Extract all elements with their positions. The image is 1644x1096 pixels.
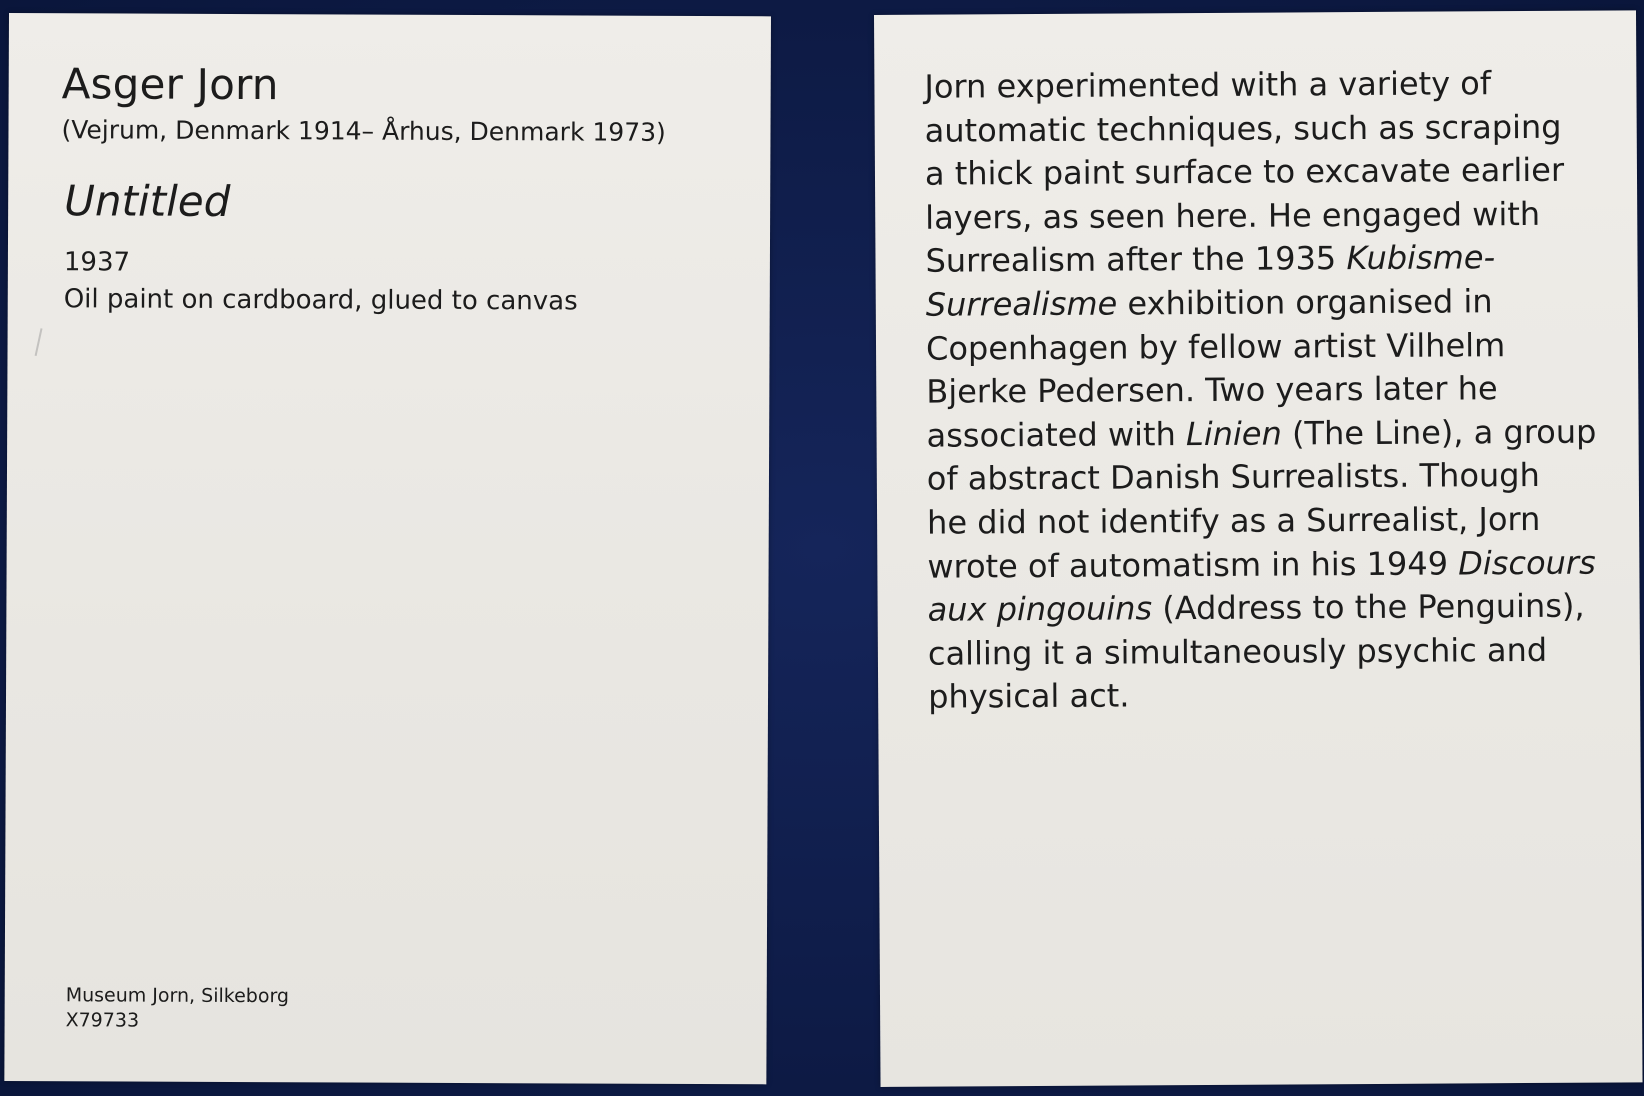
interpretive-text-card (874, 10, 1643, 1087)
text-run: layers, as seen here. He engaged with (925, 194, 1541, 237)
text-run: automatic techniques, such as scraping (924, 107, 1562, 150)
paragraph-line (927, 541, 1596, 589)
artwork-year: 1937 (63, 247, 131, 278)
text-run: calling it a simultaneously psychic and (927, 630, 1548, 673)
text-run: he did not identify as a Surrealist, Jorn (926, 499, 1541, 542)
text-run: Bjerke Pedersen. Two years later he (926, 369, 1498, 411)
italic-title-run: aux pingouins (927, 589, 1153, 629)
italic-title-run: Discours (1458, 543, 1596, 582)
text-run: physical act. (928, 676, 1130, 716)
text-run: exhibition organised in (1117, 282, 1493, 323)
paragraph-line (926, 367, 1586, 415)
card-scratch-mark (35, 328, 43, 356)
artwork-medium: Oil paint on cardboard, glued to canvas (63, 284, 578, 317)
paragraph-line (928, 585, 1588, 633)
text-run: (Address to the Penguins), (1152, 586, 1585, 628)
artist-name: Asger Jorn (61, 59, 279, 110)
italic-title-run: Surrealisme (925, 284, 1118, 324)
interpretive-paragraph (924, 62, 1597, 720)
paragraph-line (924, 62, 1584, 110)
text-run: (The Line), a group (1281, 412, 1597, 453)
paragraph-line (928, 672, 1588, 720)
paragraph-line (927, 498, 1587, 546)
artwork-label-card (4, 13, 771, 1084)
text-run: of abstract Danish Surrealists. Though (926, 456, 1540, 499)
text-run: Copenhagen by fellow artist Vilhelm (925, 325, 1506, 368)
paragraph-line (926, 323, 1586, 371)
artist-dates: (Vejrum, Denmark 1914– Århus, Denmark 1973) (61, 115, 666, 147)
paragraph-line (925, 105, 1585, 153)
paragraph-line (926, 280, 1586, 328)
credit-line: Museum Jorn, Silkeborg (65, 984, 290, 1008)
accession-number: X79733 (65, 1009, 140, 1032)
italic-title-run: Kubisme- (1346, 238, 1496, 278)
paragraph-line (927, 454, 1587, 502)
artwork-title: Untitled (64, 176, 231, 226)
text-run: associated with (926, 414, 1187, 455)
paragraph-line (926, 410, 1597, 458)
italic-title-run: Linien (1185, 414, 1282, 453)
paragraph-line (928, 628, 1588, 676)
paragraph-line (925, 192, 1585, 240)
text-run: Jorn experimented with a variety of (924, 64, 1492, 106)
text-run: wrote of automatism in his 1949 (927, 543, 1459, 586)
text-run: Surrealism after the 1935 (925, 239, 1347, 281)
paragraph-line (925, 236, 1585, 284)
text-run: a thick paint surface to excavate earlier (924, 150, 1565, 193)
paragraph-line (925, 149, 1585, 197)
